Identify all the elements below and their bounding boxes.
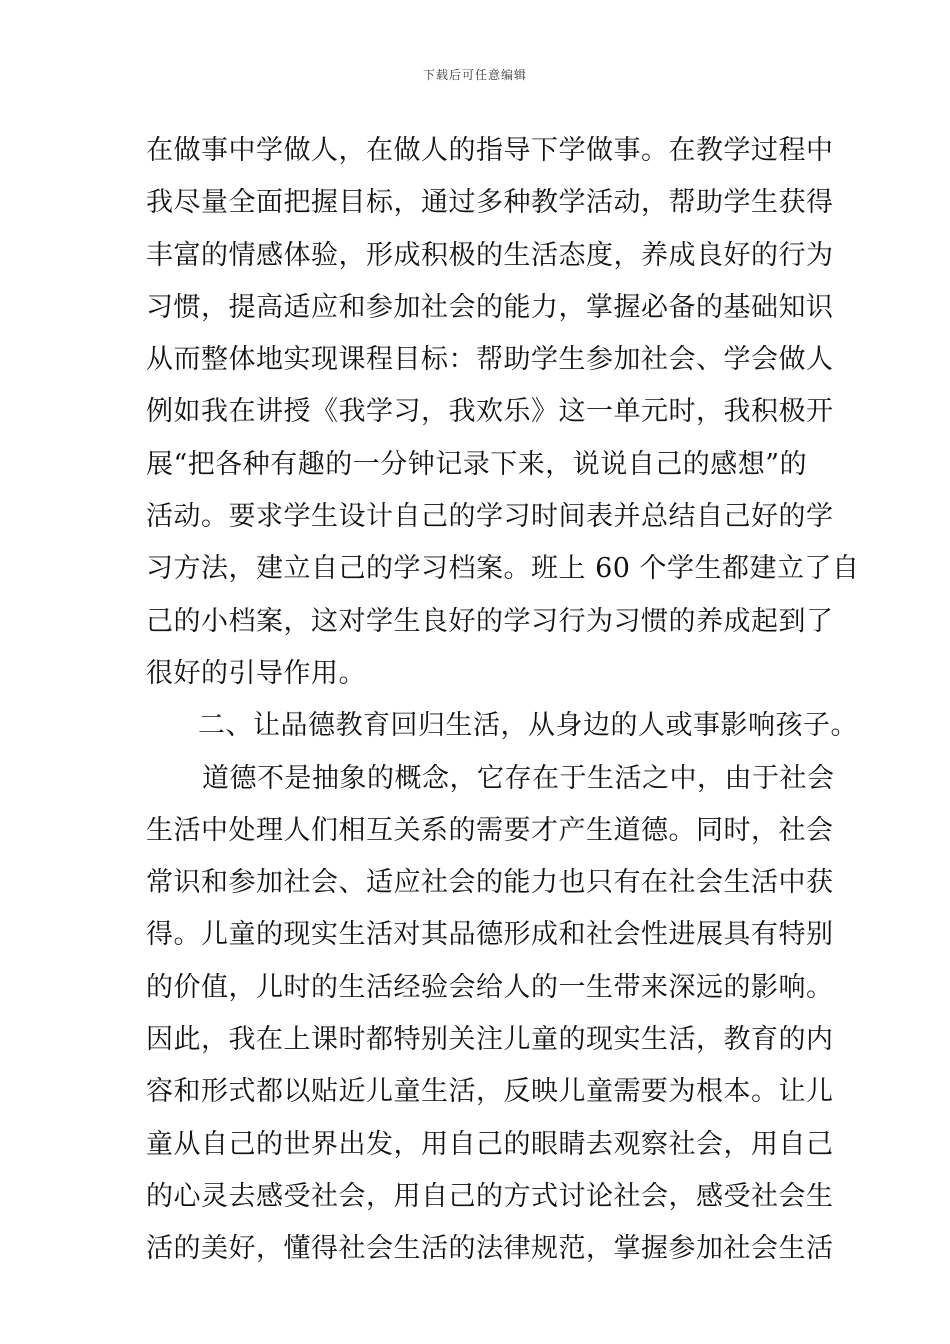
text-line: 从而整体地实现课程目标：帮助学生参加社会、学会做人 <box>146 344 834 376</box>
text-line: 常识和参加社会、适应社会的能力也只有在社会生活中获 <box>146 867 834 899</box>
text-line: 丰富的情感体验，形成积极的生活态度，养成良好的行为 <box>146 239 834 271</box>
text-line: 活的美好，懂得社会生活的法律规范，掌握参加社会生活 <box>146 1233 834 1265</box>
text-line: 很好的引导作用。 <box>146 657 366 689</box>
text-line: 的价值，儿时的生活经验会给人的一生带来深远的影响。 <box>146 971 834 1003</box>
text-line: 童从自己的世界出发，用自己的眼睛去观察社会，用自己 <box>146 1128 834 1160</box>
text-line: 在做事中学做人，在做人的指导下学做事。在教学过程中 <box>146 135 834 166</box>
text-line: 得。儿童的现实生活对其品德形成和社会性进展具有特别 <box>146 919 834 951</box>
document-body <box>146 125 860 1276</box>
page-header: 下载后可任意编辑 <box>422 68 527 82</box>
text-line: 例如我在讲授《我学习，我欢乐》这一单元时，我积极开 <box>146 396 834 428</box>
text-line: 习惯，提高适应和参加社会的能力，掌握必备的基础知识 <box>146 291 834 323</box>
text-line: 习方法，建立自己的学习档案。班上 60 个学生都建立了自 <box>146 553 860 585</box>
text-line: 的心灵去感受社会，用自己的方式讨论社会，感受社会生 <box>146 1180 834 1212</box>
section-heading: 二、让品德教育回归生活，从身边的人或事影响孩子。 <box>198 710 858 742</box>
text-line: 因此，我在上课时都特别关注儿童的现实生活，教育的内 <box>146 1024 834 1056</box>
text-line: 容和形式都以贴近儿童生活，反映儿童需要为根本。让儿 <box>146 1076 834 1108</box>
text-line: 己的小档案，这对学生良好的学习行为习惯的养成起到了 <box>146 605 834 637</box>
text-line: 我尽量全面把握目标，通过多种教学活动，帮助学生获得 <box>146 187 834 219</box>
text-line: 生活中处理人们相互关系的需要才产生道德。同时，社会 <box>146 814 834 846</box>
text-line: 活动。要求学生设计自己的学习时间表并总结自己好的学 <box>146 501 834 533</box>
text-line: 展“把各种有趣的一分钟记录下来，说说自己的感想”的 <box>146 448 808 480</box>
paragraph-first-line: 道德不是抽象的概念，它存在于生活之中，由于社会 <box>202 762 835 794</box>
